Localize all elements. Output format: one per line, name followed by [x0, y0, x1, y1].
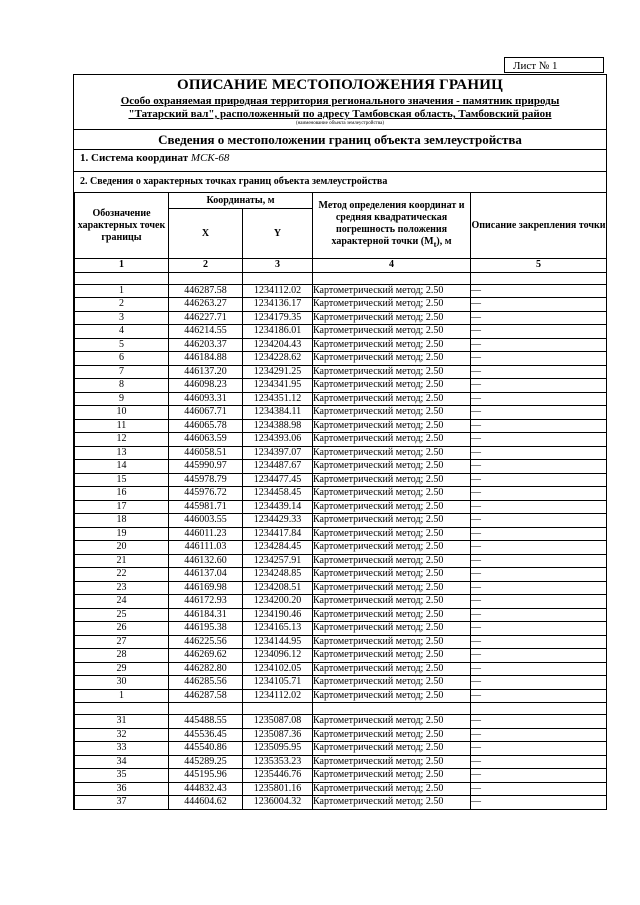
table-row [75, 284, 607, 298]
column-number: 1 [75, 259, 169, 273]
point-id-cell: 19 [75, 527, 169, 541]
method-cell: Картометрический метод; 2.50 [313, 728, 471, 742]
method-cell: Картометрический метод; 2.50 [313, 769, 471, 783]
table-row [75, 769, 607, 783]
method-cell: Картометрический метод; 2.50 [313, 608, 471, 622]
coord-x-cell: 445540.86 [169, 742, 243, 756]
empty-cell [75, 703, 169, 715]
fixation-cell: — [471, 662, 607, 676]
empty-cell [313, 703, 471, 715]
table-row [75, 352, 607, 366]
method-cell: Картометрический метод; 2.50 [313, 460, 471, 474]
col-method-text: Метод определения координат и средняя квадратическая погрешность положения характерной точки (М [318, 200, 465, 247]
coord-x-cell: 446184.31 [169, 608, 243, 622]
coord-y-cell: 1234179.35 [243, 311, 313, 325]
col-method-unit: ), м [436, 236, 452, 247]
coord-y-cell: 1234112.02 [243, 284, 313, 298]
table-row [75, 298, 607, 312]
method-cell: Картометрический метод; 2.50 [313, 284, 471, 298]
method-cell: Картометрический метод; 2.50 [313, 338, 471, 352]
table-row [75, 392, 607, 406]
point-id-cell: 30 [75, 676, 169, 690]
fixation-cell: — [471, 796, 607, 810]
table-row [75, 662, 607, 676]
fixation-cell: — [471, 595, 607, 609]
coord-y-cell: 1236004.32 [243, 796, 313, 810]
coord-x-cell: 446111.03 [169, 541, 243, 555]
fixation-cell: — [471, 392, 607, 406]
coord-y-cell: 1235353.23 [243, 755, 313, 769]
table-row [75, 608, 607, 622]
coord-y-cell: 1235087.08 [243, 715, 313, 729]
column-number: 5 [471, 259, 607, 273]
point-id-cell: 1 [75, 284, 169, 298]
method-cell: Картометрический метод; 2.50 [313, 527, 471, 541]
col-method-header [313, 193, 471, 259]
coord-x-cell: 446195.38 [169, 622, 243, 636]
object-name-line-2: "Татарский вал", расположенный по адресу Тамбовская область, Тамбовский район [128, 108, 552, 120]
fixation-cell: — [471, 728, 607, 742]
coord-y-cell: 1234144.95 [243, 635, 313, 649]
table-row [75, 365, 607, 379]
method-cell: Картометрический метод; 2.50 [313, 473, 471, 487]
empty-cell [169, 703, 243, 715]
coord-x-cell: 446282.80 [169, 662, 243, 676]
point-id-cell: 28 [75, 649, 169, 663]
coord-y-cell: 1234351.12 [243, 392, 313, 406]
column-number: 4 [313, 259, 471, 273]
coord-x-cell: 446132.60 [169, 554, 243, 568]
table-row [75, 715, 607, 729]
fixation-cell: — [471, 419, 607, 433]
point-id-cell: 31 [75, 715, 169, 729]
fixation-cell: — [471, 527, 607, 541]
point-id-cell: 13 [75, 446, 169, 460]
method-cell: Картометрический метод; 2.50 [313, 446, 471, 460]
coord-y-cell: 1234384.11 [243, 406, 313, 420]
point-id-cell: 35 [75, 769, 169, 783]
fixation-cell: — [471, 769, 607, 783]
method-cell: Картометрический метод; 2.50 [313, 487, 471, 501]
coord-x-cell: 445990.97 [169, 460, 243, 474]
coord-y-cell: 1234341.95 [243, 379, 313, 393]
coord-y-cell: 1234105.71 [243, 676, 313, 690]
coord-y-cell: 1234136.17 [243, 298, 313, 312]
empty-cell [471, 703, 607, 715]
coord-x-cell: 446063.59 [169, 433, 243, 447]
coord-x-cell: 446065.78 [169, 419, 243, 433]
point-id-cell: 26 [75, 622, 169, 636]
coord-x-cell: 445195.96 [169, 769, 243, 783]
fixation-cell: — [471, 782, 607, 796]
method-cell: Картометрический метод; 2.50 [313, 755, 471, 769]
method-cell: Картометрический метод; 2.50 [313, 379, 471, 393]
point-id-cell: 3 [75, 311, 169, 325]
point-id-cell: 32 [75, 728, 169, 742]
coord-x-cell: 446184.88 [169, 352, 243, 366]
point-id-cell: 29 [75, 662, 169, 676]
document-frame [73, 74, 607, 810]
method-cell: Картометрический метод; 2.50 [313, 635, 471, 649]
col-designation-header: Обозначение характерных точек границы [75, 193, 169, 259]
point-id-cell: 37 [75, 796, 169, 810]
fixation-cell: — [471, 406, 607, 420]
table-row [75, 622, 607, 636]
column-number: 2 [169, 259, 243, 273]
table-row [75, 676, 607, 690]
table-row [75, 796, 607, 810]
coord-y-cell: 1234291.25 [243, 365, 313, 379]
point-id-cell: 24 [75, 595, 169, 609]
point-id-cell: 5 [75, 338, 169, 352]
fixation-cell: — [471, 338, 607, 352]
coord-y-cell: 1234477.45 [243, 473, 313, 487]
point-id-cell: 1 [75, 689, 169, 703]
coord-y-cell: 1234248.85 [243, 568, 313, 582]
coord-x-cell: 446285.56 [169, 676, 243, 690]
fixation-cell: — [471, 715, 607, 729]
points-heading: 2. Сведения о характерных точках границ объекта землеустройства [80, 176, 388, 187]
table-row [75, 473, 607, 487]
fixation-cell: — [471, 689, 607, 703]
table-row [75, 755, 607, 769]
point-id-cell: 7 [75, 365, 169, 379]
coordinate-system [80, 152, 229, 164]
coord-x-cell: 446003.55 [169, 514, 243, 528]
coord-x-cell: 444832.43 [169, 782, 243, 796]
point-id-cell: 10 [75, 406, 169, 420]
method-cell: Картометрический метод; 2.50 [313, 689, 471, 703]
method-cell: Картометрический метод; 2.50 [313, 365, 471, 379]
fixation-cell: — [471, 473, 607, 487]
fixation-cell: — [471, 568, 607, 582]
col-y-header: Y [243, 209, 313, 259]
fixation-cell: — [471, 487, 607, 501]
fixation-cell: — [471, 581, 607, 595]
empty-cell [243, 272, 313, 284]
fixation-cell: — [471, 298, 607, 312]
table-row [75, 311, 607, 325]
point-id-cell: 11 [75, 419, 169, 433]
fixation-cell: — [471, 635, 607, 649]
point-id-cell: 20 [75, 541, 169, 555]
coord-x-cell: 445978.79 [169, 473, 243, 487]
table-row [75, 595, 607, 609]
fixation-cell: — [471, 755, 607, 769]
empty-cell [313, 272, 471, 284]
method-cell: Картометрический метод; 2.50 [313, 581, 471, 595]
coordinate-system-label: 1. Система координат [80, 152, 189, 164]
coord-x-cell: 445536.45 [169, 728, 243, 742]
point-id-cell: 4 [75, 325, 169, 339]
table-row [75, 742, 607, 756]
coord-x-cell: 446098.23 [169, 379, 243, 393]
coord-y-cell: 1234257.91 [243, 554, 313, 568]
point-id-cell: 22 [75, 568, 169, 582]
table-row [75, 649, 607, 663]
fixation-cell: — [471, 500, 607, 514]
fixation-cell: — [471, 649, 607, 663]
fixation-cell: — [471, 379, 607, 393]
table-row [75, 514, 607, 528]
coord-y-cell: 1234102.05 [243, 662, 313, 676]
point-id-cell: 34 [75, 755, 169, 769]
coord-y-cell: 1234397.07 [243, 446, 313, 460]
blank-row [75, 272, 607, 284]
coord-y-cell: 1234228.62 [243, 352, 313, 366]
fixation-cell: — [471, 284, 607, 298]
empty-cell [169, 272, 243, 284]
col-coords-header: Координаты, м [169, 193, 313, 209]
table-row [75, 527, 607, 541]
coord-x-cell: 446058.51 [169, 446, 243, 460]
coord-y-cell: 1234096.12 [243, 649, 313, 663]
coord-y-cell: 1234165.13 [243, 622, 313, 636]
method-cell: Картометрический метод; 2.50 [313, 595, 471, 609]
column-number: 3 [243, 259, 313, 273]
method-cell: Картометрический метод; 2.50 [313, 782, 471, 796]
point-id-cell: 18 [75, 514, 169, 528]
point-id-cell: 27 [75, 635, 169, 649]
method-cell: Картометрический метод; 2.50 [313, 568, 471, 582]
coord-x-cell: 445976.72 [169, 487, 243, 501]
divider [74, 171, 606, 172]
point-id-cell: 9 [75, 392, 169, 406]
fixation-cell: — [471, 514, 607, 528]
coord-y-cell: 1234393.06 [243, 433, 313, 447]
table-row [75, 635, 607, 649]
point-id-cell: 12 [75, 433, 169, 447]
method-cell: Картометрический метод; 2.50 [313, 676, 471, 690]
coord-x-cell: 446093.31 [169, 392, 243, 406]
fixation-cell: — [471, 433, 607, 447]
table-row [75, 689, 607, 703]
coord-x-cell: 446227.71 [169, 311, 243, 325]
table-row [75, 460, 607, 474]
coord-x-cell: 445488.55 [169, 715, 243, 729]
divider [74, 149, 606, 150]
coord-x-cell: 446287.58 [169, 284, 243, 298]
object-name-line-1: Особо охраняемая природная территория регионального значения - памятник природы [120, 95, 560, 107]
divider [74, 129, 606, 130]
table-row [75, 500, 607, 514]
coord-x-cell: 446172.93 [169, 595, 243, 609]
coord-x-cell: 446137.04 [169, 568, 243, 582]
coord-y-cell: 1234112.02 [243, 689, 313, 703]
fixation-cell: — [471, 742, 607, 756]
boundary-points-table [74, 192, 607, 810]
method-cell: Картометрический метод; 2.50 [313, 419, 471, 433]
coord-y-cell: 1234429.33 [243, 514, 313, 528]
method-cell: Картометрический метод; 2.50 [313, 715, 471, 729]
coordinate-system-value: МСК-68 [190, 152, 230, 164]
coord-x-cell: 445289.25 [169, 755, 243, 769]
method-cell: Картометрический метод; 2.50 [313, 742, 471, 756]
sheet-number: Лист № 1 [504, 57, 604, 73]
method-cell: Картометрический метод; 2.50 [313, 622, 471, 636]
column-numbers-row [75, 259, 607, 273]
point-id-cell: 33 [75, 742, 169, 756]
method-cell: Картометрический метод; 2.50 [313, 554, 471, 568]
coord-x-cell: 446263.27 [169, 298, 243, 312]
point-id-cell: 21 [75, 554, 169, 568]
method-cell: Картометрический метод; 2.50 [313, 541, 471, 555]
document-title: ОПИСАНИЕ МЕСТОПОЛОЖЕНИЯ ГРАНИЦ [177, 77, 503, 93]
coord-y-cell: 1234204.43 [243, 338, 313, 352]
coord-x-cell: 446214.55 [169, 325, 243, 339]
coord-x-cell: 444604.62 [169, 796, 243, 810]
coord-x-cell: 445981.71 [169, 500, 243, 514]
method-cell: Картометрический метод; 2.50 [313, 649, 471, 663]
col-x-header: X [169, 209, 243, 259]
coord-x-cell: 446067.71 [169, 406, 243, 420]
fixation-cell: — [471, 311, 607, 325]
point-id-cell: 6 [75, 352, 169, 366]
point-id-cell: 15 [75, 473, 169, 487]
table-row [75, 406, 607, 420]
table-row [75, 379, 607, 393]
coord-y-cell: 1234487.67 [243, 460, 313, 474]
section-title: Сведения о местоположении границ объекта землеустройства [158, 132, 522, 147]
coord-y-cell: 1234190.46 [243, 608, 313, 622]
table-row [75, 338, 607, 352]
coord-y-cell: 1235446.76 [243, 769, 313, 783]
fixation-cell: — [471, 541, 607, 555]
empty-cell [75, 272, 169, 284]
col-method-subscript: t [433, 240, 437, 249]
table-row [75, 554, 607, 568]
coord-x-cell: 446011.23 [169, 527, 243, 541]
method-cell: Картометрический метод; 2.50 [313, 406, 471, 420]
method-cell: Картометрический метод; 2.50 [313, 514, 471, 528]
table-row [75, 419, 607, 433]
fixation-cell: — [471, 622, 607, 636]
fixation-cell: — [471, 460, 607, 474]
coord-y-cell: 1234458.45 [243, 487, 313, 501]
blank-row [75, 703, 607, 715]
empty-cell [471, 272, 607, 284]
fixation-cell: — [471, 365, 607, 379]
coord-x-cell: 446203.37 [169, 338, 243, 352]
point-id-cell: 16 [75, 487, 169, 501]
table-row [75, 782, 607, 796]
point-id-cell: 23 [75, 581, 169, 595]
coord-y-cell: 1235801.16 [243, 782, 313, 796]
method-cell: Картометрический метод; 2.50 [313, 325, 471, 339]
fixation-cell: — [471, 608, 607, 622]
coord-y-cell: 1234200.20 [243, 595, 313, 609]
method-cell: Картометрический метод; 2.50 [313, 311, 471, 325]
fixation-cell: — [471, 676, 607, 690]
fixation-cell: — [471, 325, 607, 339]
empty-cell [243, 703, 313, 715]
point-id-cell: 36 [75, 782, 169, 796]
table-row [75, 568, 607, 582]
coord-x-cell: 446169.98 [169, 581, 243, 595]
coord-y-cell: 1235095.95 [243, 742, 313, 756]
table-body [75, 272, 607, 809]
method-cell: Картометрический метод; 2.50 [313, 796, 471, 810]
method-cell: Картометрический метод; 2.50 [313, 298, 471, 312]
coord-y-cell: 1234439.14 [243, 500, 313, 514]
point-id-cell: 8 [75, 379, 169, 393]
fixation-cell: — [471, 554, 607, 568]
coord-y-cell: 1234284.45 [243, 541, 313, 555]
coord-y-cell: 1234388.98 [243, 419, 313, 433]
fixation-cell: — [471, 446, 607, 460]
fixation-cell: — [471, 352, 607, 366]
table-row [75, 446, 607, 460]
point-id-cell: 2 [75, 298, 169, 312]
object-name-caption: (наименование объекта землеустройства) [295, 121, 385, 126]
point-id-cell: 25 [75, 608, 169, 622]
point-id-cell: 14 [75, 460, 169, 474]
method-cell: Картометрический метод; 2.50 [313, 433, 471, 447]
table-row [75, 581, 607, 595]
col-description-header: Описание закрепления точки [471, 193, 607, 259]
method-cell: Картометрический метод; 2.50 [313, 352, 471, 366]
point-id-cell: 17 [75, 500, 169, 514]
table-row [75, 728, 607, 742]
coord-y-cell: 1234208.51 [243, 581, 313, 595]
coord-y-cell: 1235087.36 [243, 728, 313, 742]
table-row [75, 487, 607, 501]
coord-y-cell: 1234186.01 [243, 325, 313, 339]
coord-x-cell: 446137.20 [169, 365, 243, 379]
table-row [75, 325, 607, 339]
coord-x-cell: 446269.62 [169, 649, 243, 663]
coord-x-cell: 446287.58 [169, 689, 243, 703]
coord-x-cell: 446225.56 [169, 635, 243, 649]
method-cell: Картометрический метод; 2.50 [313, 662, 471, 676]
method-cell: Картометрический метод; 2.50 [313, 392, 471, 406]
method-cell: Картометрический метод; 2.50 [313, 500, 471, 514]
coord-y-cell: 1234417.84 [243, 527, 313, 541]
table-row [75, 541, 607, 555]
table-row [75, 433, 607, 447]
